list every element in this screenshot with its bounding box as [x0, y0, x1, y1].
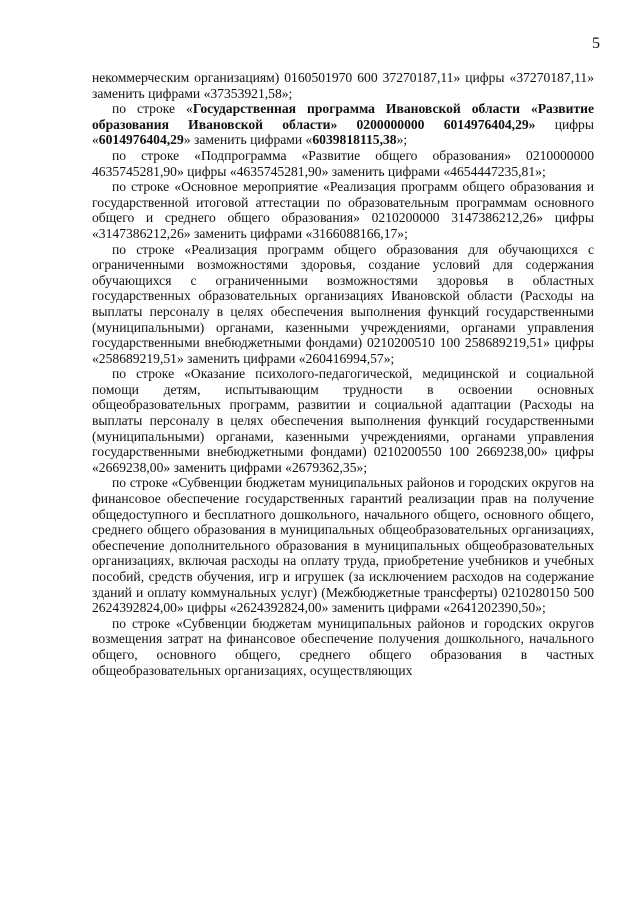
paragraph — [92, 70, 594, 101]
paragraph — [92, 366, 594, 475]
bold-text: 6039818115,38 — [312, 132, 397, 148]
paragraph-text: » заменить цифрами « — [183, 132, 313, 148]
paragraph — [92, 179, 594, 241]
paragraph-text: по строке «Подпрограмма «Развитие общего образования» 0210000000 4635745281,90» цифры «4635745281,90» заменить цифрами «4654447235,81»; — [92, 147, 594, 179]
paragraph-text: по строке «Субвенции бюджетам муниципальных районов и городских округов возмещения затрат на финансовое обеспечение получения дошкольного, начального общего, основного общего, среднего общего образования в частных общеобразовательных организациях, осуществляющих — [92, 615, 594, 678]
paragraph-text: цифры « — [92, 116, 594, 148]
bold-text: 6014976404,29 — [98, 132, 184, 148]
paragraph — [92, 148, 594, 179]
bold-text: Государственная программа Ивановской области «Развитие образования Ивановской области» 0200000000 6014976404,29» — [92, 101, 595, 132]
paragraph — [92, 475, 594, 615]
paragraph — [92, 101, 594, 148]
paragraph — [92, 616, 594, 678]
page-number: 5 — [592, 35, 600, 52]
paragraph-text: по строке «Реализация программ общего образования для обучающихся с ограниченными возможностями здоровья, создание условий для содержания обучающихся с ограниченными возможностями здоровья в областных государственных образовательных организациях Ивановской области (Расходы на выплаты персоналу в целях обеспечения выполнения функций государственными (муниципальными) органами, казенными учреждениями, органами управления государственными внебюджетными фондами) 0210200510 100 258689219,51» цифры «258689219,51» заменить цифрами «260416994,57»; — [92, 241, 594, 366]
document-body — [92, 70, 594, 678]
paragraph — [92, 242, 594, 367]
paragraph-text: некоммерческим организациям) 0160501970 600 37270187,11» цифры «37270187,11» заменить цифрами «37353921,58»; — [92, 70, 594, 101]
paragraph-text: по строке «Субвенции бюджетам муниципальных районов и городских округов на финансовое обеспечение государственных гарантий реализации прав на получение общедоступного и бесплатного дошкольного, начального общего, основного общего, среднего общего образования в муниципальных общеобразовательных организациях, обеспечение дополнительного образования в муниципальных общеобразовательных организациях, включая расходы на оплату труда, приобретение учебников и учебных пособий, средств обучения, игр и игрушек (за исключением расходов на содержание зданий и оплату коммунальных услуг) (Межбюджетные трансферты) 0210280150 500 2624392824,00» цифры «2624392824,00» заменить цифрами «2641202390,50»; — [92, 475, 594, 616]
paragraph-text: по строке «Основное мероприятие «Реализация программ общего образования и государственной итоговой аттестации по образовательным программам основного общего и среднего общего образования» 0210200000 3147386212,26» цифры «3147386212,26» заменить цифрами «3166088166,17»; — [92, 179, 594, 241]
paragraph-text: по строке « — [112, 101, 193, 117]
paragraph-text: »; — [396, 132, 408, 148]
paragraph-text: по строке «Оказание психолого-педагогической, медицинской и социальной помощи детям, испытывающим трудности в освоении основных общеобразовательных программ, развитии и социальной адаптации (Расходы на выплаты персоналу в целях обеспечения выполнения функций государственными (муниципальными) органами, казенными учреждениями, органами управления государственными внебюджетными фондами) 0210200550 100 2669238,00» цифры «2669238,00» заменить цифрами «2679362,35»; — [92, 366, 594, 475]
